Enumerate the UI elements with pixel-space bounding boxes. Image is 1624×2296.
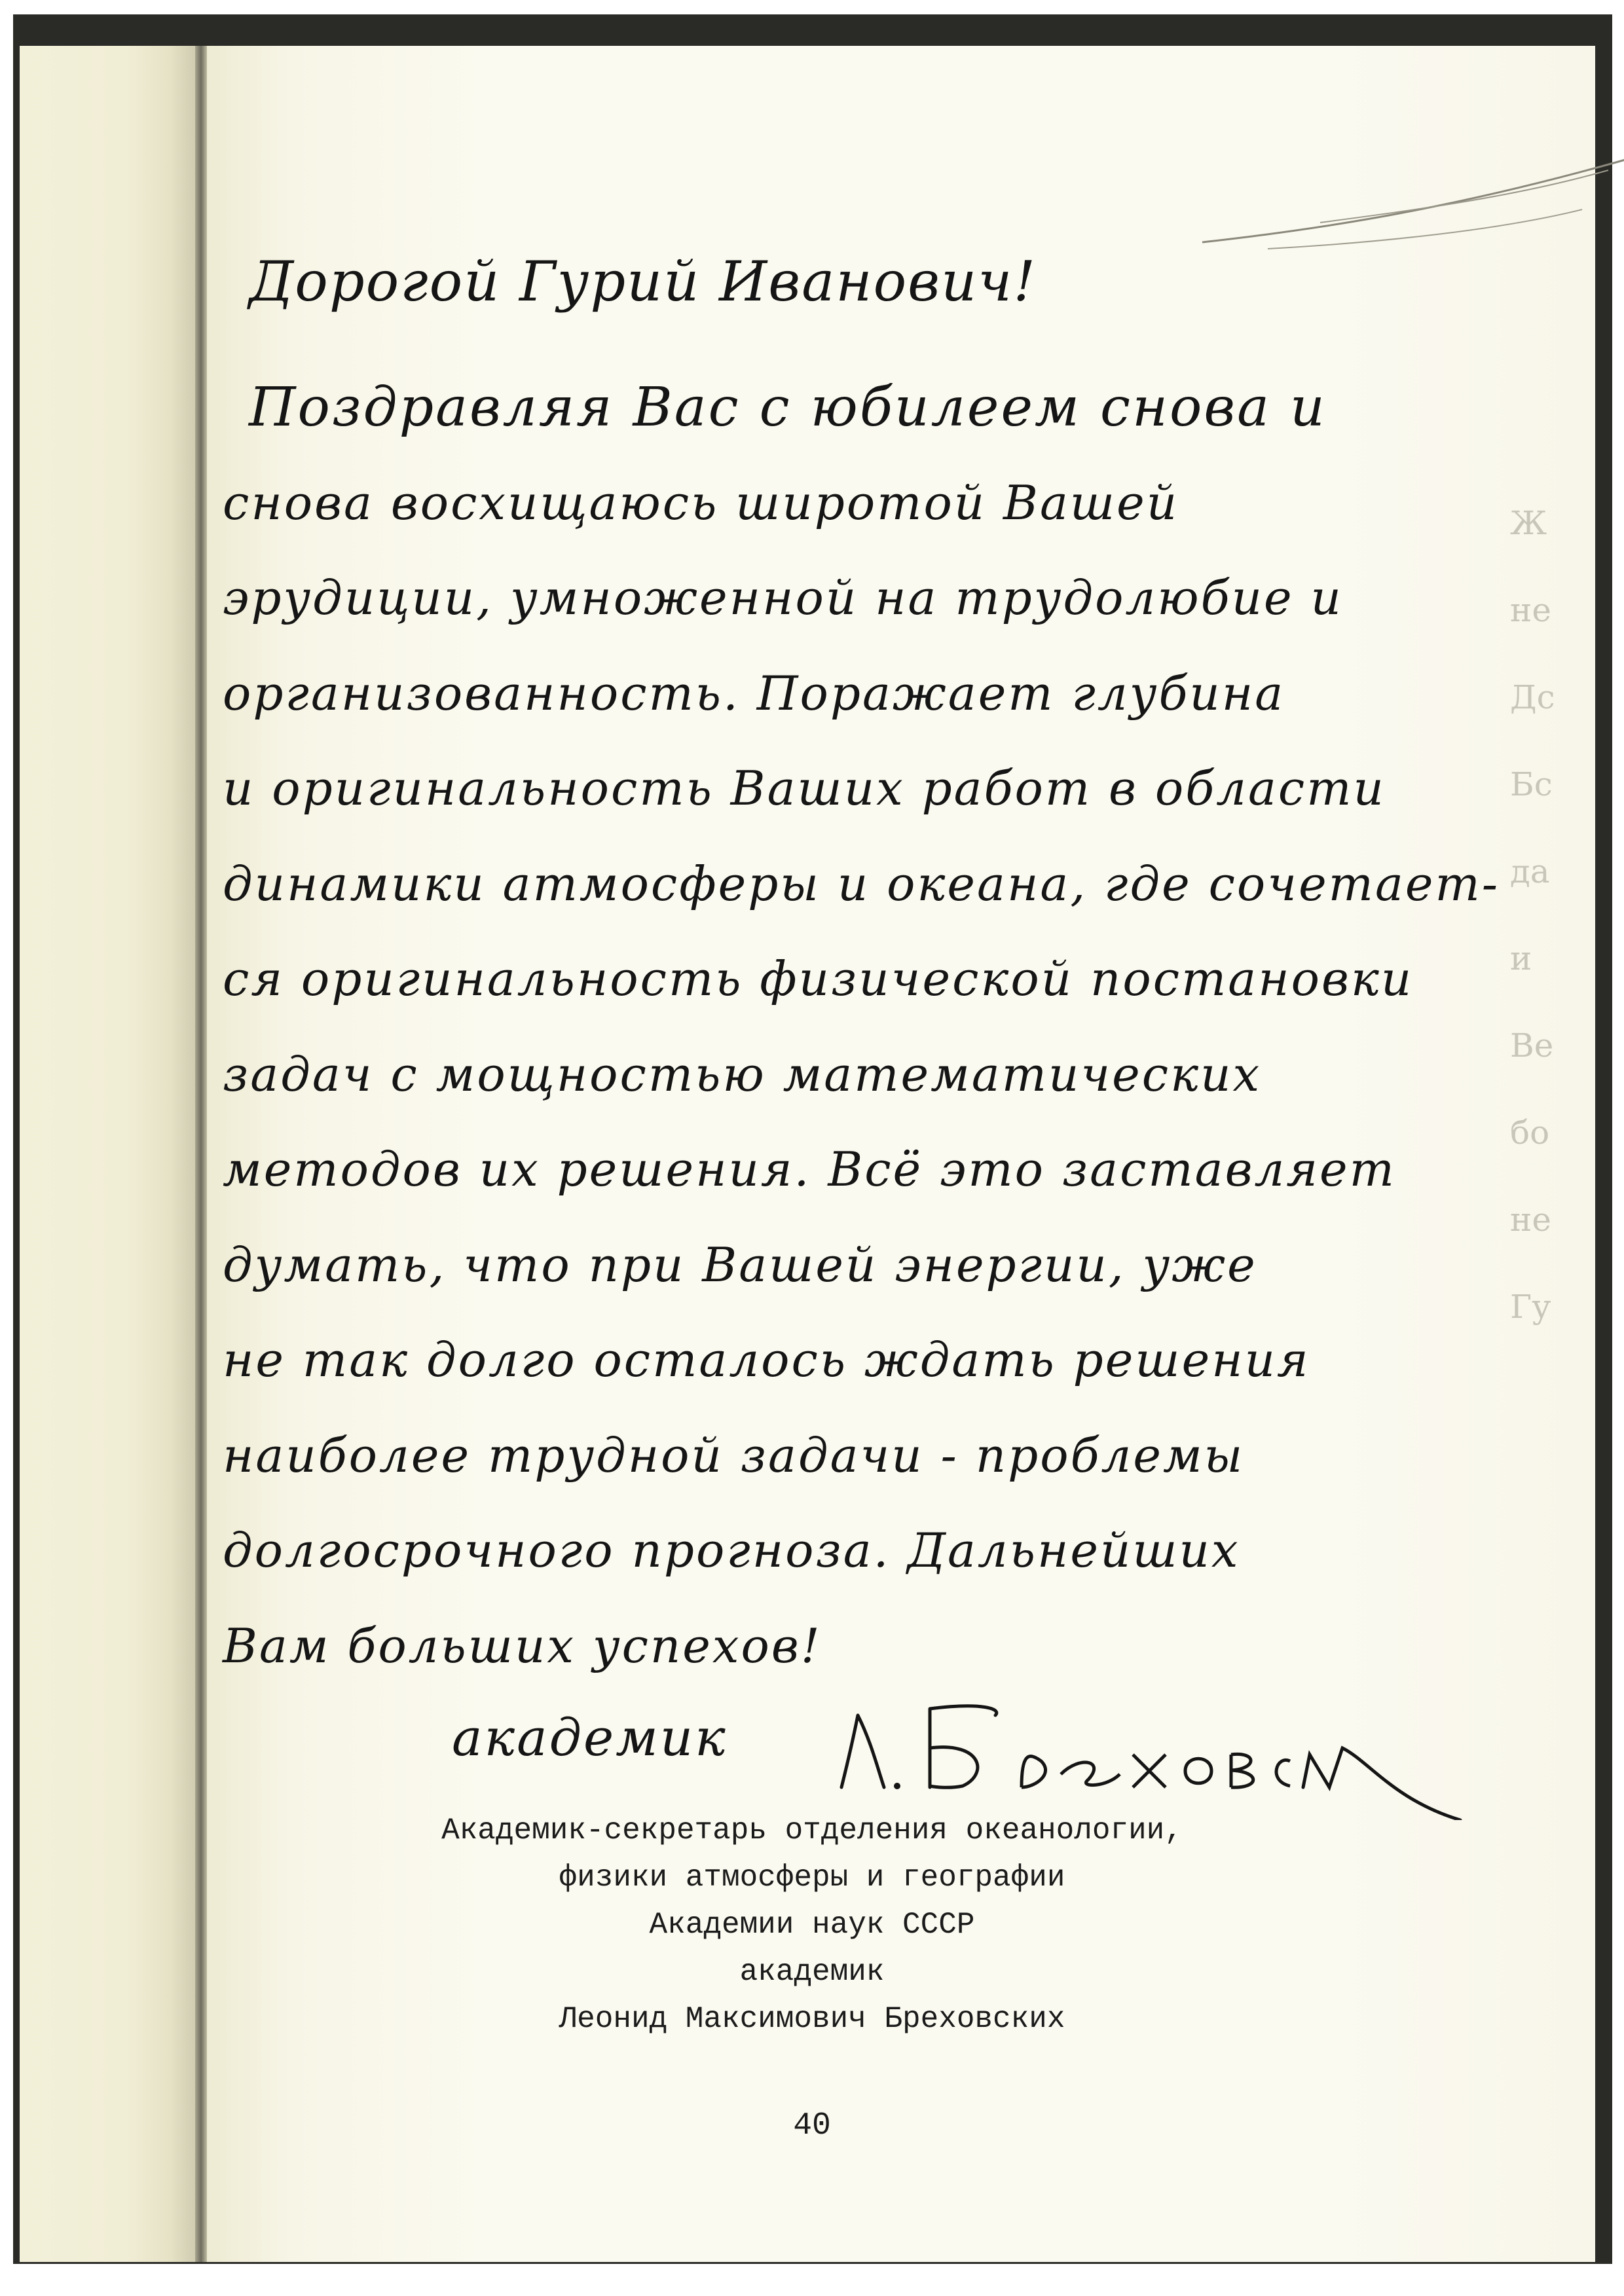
book-gutter	[195, 46, 207, 2262]
bleed-through-glyph: Дс	[1510, 678, 1555, 716]
letter-line: эрудиции, умноженной на трудолюбие и	[223, 570, 1343, 625]
bleed-through-glyph: да	[1510, 852, 1550, 890]
letter-line: и оригинальность Ваших работ в области	[223, 761, 1386, 816]
caption-line: Леонид Максимович Бреховских	[559, 2002, 1065, 2036]
letter-line: думать, что при Вашей энергии, уже	[223, 1237, 1257, 1292]
caption-line: Академии наук СССР	[649, 1908, 975, 1942]
letter-line: снова восхищаюсь широтой Вашей	[223, 475, 1179, 530]
letter-line: ся оригинальность физической постановки	[223, 951, 1414, 1006]
letter-line: динамики атмосферы и океана, где сочетает-	[223, 856, 1500, 911]
letter-greeting: Дорогой Гурий Иванович!	[249, 249, 1037, 314]
page-number: 40	[793, 2108, 831, 2143]
caption-line: академик	[739, 1955, 885, 1989]
facing-page-edge	[20, 46, 196, 2262]
bleed-through-glyph: Ж	[1510, 504, 1547, 542]
letter-line: наиболее трудной задачи - проблемы	[223, 1427, 1245, 1483]
letter-line: методов их решения. Всё это заставляет	[223, 1142, 1396, 1197]
bleed-through-glyph: Гу	[1510, 1288, 1551, 1326]
letter-line: Поздравляя Вас с юбилеем снова и	[249, 376, 1327, 439]
letter-line: организованность. Поражает глубина	[223, 665, 1285, 721]
typed-caption	[367, 1807, 1257, 2043]
facing-page-bleed-through	[1510, 504, 1569, 1486]
letter-body	[223, 360, 1500, 1694]
signature-title: академик	[452, 1709, 728, 1768]
letter-line: задач с мощностью математических	[223, 1046, 1262, 1102]
handwritten-letter	[223, 242, 1500, 1694]
caption-line: Академик-секретарь отделения океанологии,	[441, 1813, 1183, 1848]
handwritten-signature	[832, 1689, 1486, 1820]
letter-line: не так долго осталось ждать решения	[223, 1332, 1310, 1387]
letter-line: долгосрочного прогноза. Дальнейших	[223, 1523, 1240, 1578]
bleed-through-glyph: не	[1510, 1201, 1551, 1239]
signature-block	[452, 1689, 1473, 1820]
bleed-through-glyph: не	[1510, 591, 1551, 629]
bleed-through-glyph: и	[1510, 939, 1532, 977]
bleed-through-glyph: Бс	[1510, 765, 1553, 803]
letter-line: Вам больших успехов!	[223, 1618, 822, 1673]
bleed-through-glyph: Ве	[1510, 1027, 1554, 1065]
bleed-through-glyph: бо	[1510, 1114, 1550, 1152]
caption-line: физики атмосферы и географии	[559, 1861, 1065, 1895]
